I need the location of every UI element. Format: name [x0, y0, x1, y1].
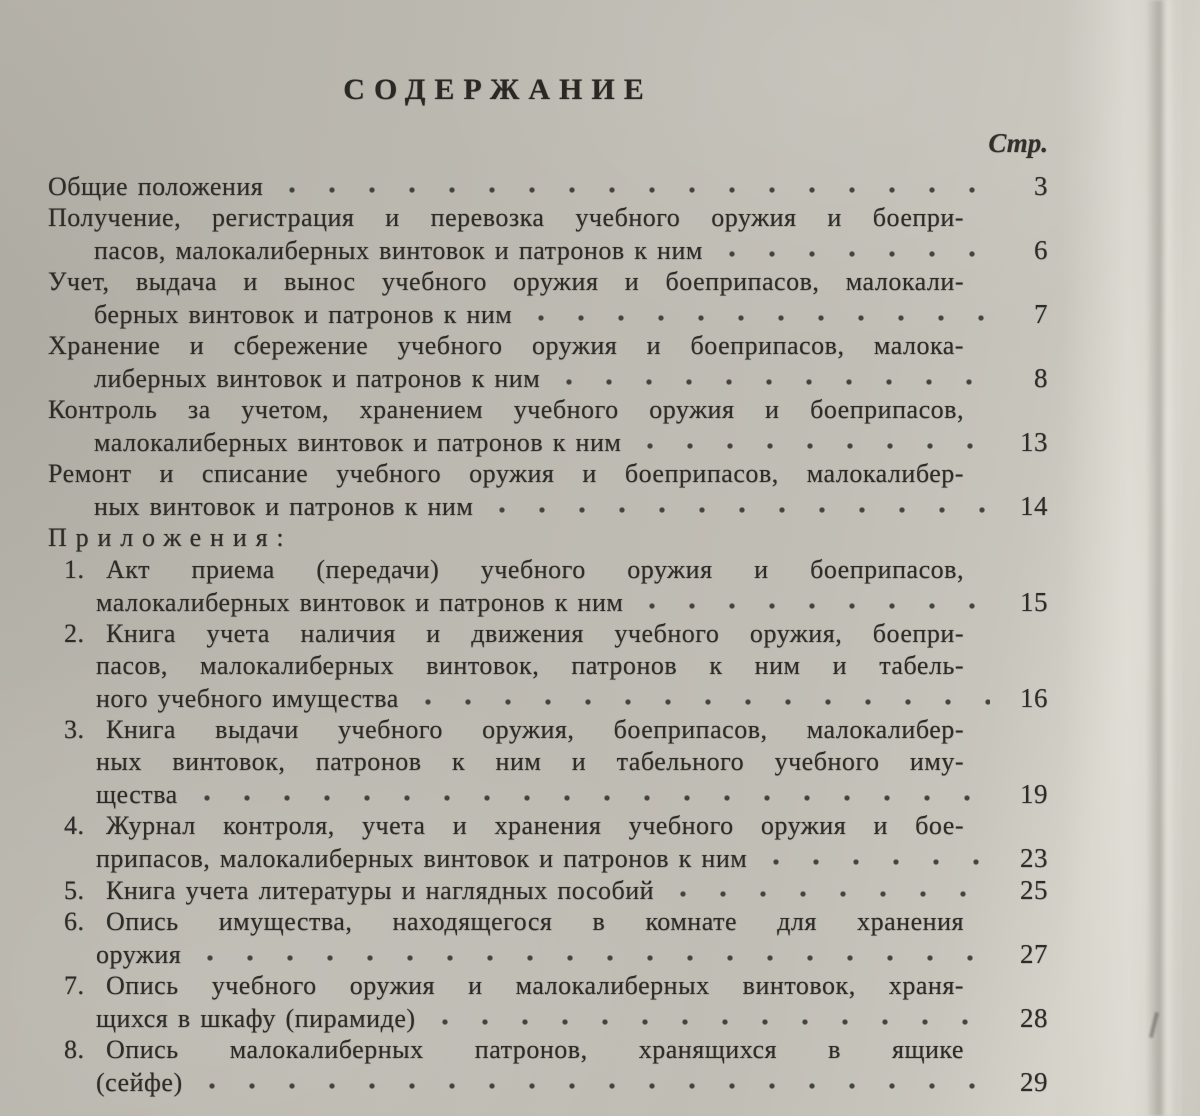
toc-line: [48, 746, 1048, 778]
toc-line: [48, 1066, 1048, 1098]
dot-leader: [198, 778, 990, 810]
toc-line-text: пасов, малокалиберных винтовок и патронов к ним: [94, 236, 703, 265]
toc-line: [48, 554, 1048, 586]
dot-leader: [493, 490, 990, 522]
toc-line: [48, 874, 1048, 906]
toc-line-text: малокалиберных винтовок и патронов к ним: [96, 588, 624, 617]
page-column-label: Стр.: [988, 128, 1048, 158]
toc-section-heading: [48, 522, 1048, 554]
dot-leader: [674, 874, 990, 906]
dot-leader: [641, 426, 990, 458]
toc-line: [48, 426, 1048, 458]
toc-line: [48, 1034, 1048, 1066]
toc-line-text: Опись малокалиберных патронов, хранящихся в ящике: [106, 1035, 964, 1064]
toc-line-text: Приложения:: [48, 523, 293, 552]
toc-line-text: щихся в шкафу (пирамиде): [96, 1004, 416, 1033]
toc-line: [48, 394, 1048, 426]
dot-leader: [201, 938, 990, 970]
toc-line-text: оружия: [96, 940, 182, 969]
page-number: 3: [1033, 171, 1048, 201]
toc-line-text: Общие положения: [48, 172, 264, 201]
toc-line-text: Хранение и сбережение учебного оружия и боеприпасов, малока-: [48, 331, 964, 360]
toc-line: [48, 810, 1048, 842]
page-number: 6: [1033, 235, 1048, 265]
page-number: 25: [1019, 875, 1048, 905]
dot-leader: [436, 1002, 990, 1034]
page-number: 29: [1019, 1067, 1048, 1097]
toc-line: [48, 778, 1048, 810]
toc-line-text: берных винтовок и патронов к ним: [94, 300, 513, 329]
toc-line: [48, 202, 1048, 234]
toc-line-text: малокалиберных винтовок и патронов к ним: [94, 428, 622, 457]
toc-line: [48, 298, 1048, 330]
toc-line-text: Контроль за учетом, хранением учебного оружия и боеприпасов,: [48, 395, 964, 424]
toc-line: [48, 586, 1048, 618]
toc-line: [48, 906, 1048, 938]
item-number: 2.: [64, 619, 85, 648]
toc-line: [48, 938, 1048, 970]
toc-line-text: Опись учебного оружия и малокалиберных винтовок, храня-: [106, 971, 964, 1000]
page-number: 27: [1019, 939, 1048, 969]
toc-line-text: Ремонт и списание учебного оружия и боеприпасов, малокалибер-: [48, 459, 964, 488]
toc-line-text: Акт приема (передачи) учебного оружия и боеприпасов,: [106, 555, 964, 584]
item-number: 8.: [64, 1035, 85, 1064]
toc-line: [48, 234, 1048, 266]
page-number: 23: [1019, 843, 1048, 873]
toc-line: [48, 266, 1048, 298]
toc-line-text: либерных винтовок и патронов к ним: [94, 364, 541, 393]
page-number: 7: [1033, 299, 1048, 329]
toc-line-text: ных винтовок, патронов к ним и табельного учебного иму-: [96, 747, 964, 776]
toc-line-text: Получение, регистрация и перевозка учебного оружия и боепри-: [48, 203, 964, 232]
toc-line: [48, 362, 1048, 394]
toc-line: [48, 682, 1048, 714]
item-number: 6.: [64, 907, 85, 936]
toc-list: [48, 170, 1048, 1098]
item-number: 1.: [64, 555, 85, 584]
toc-line-text: Книга выдачи учебного оружия, боеприпасов, малокалибер-: [106, 715, 964, 744]
toc-line-text: Учет, выдача и вынос учебного оружия и боеприпасов, малокали-: [48, 267, 964, 296]
toc-line-text: ного учебного имущества: [96, 684, 399, 713]
toc-line-text: ных винтовок и патронов к ним: [94, 492, 474, 521]
toc-line-text: Опись имущества, находящегося в комнате для хранения: [106, 907, 964, 936]
dot-leader: [419, 682, 990, 714]
page-number: 13: [1019, 427, 1048, 457]
toc-line-text: Книга учета литературы и наглядных пособий: [106, 876, 655, 905]
toc-line: [48, 618, 1048, 650]
page-number: 8: [1033, 363, 1048, 393]
item-number: 4.: [64, 811, 85, 840]
dot-leader: [767, 842, 990, 874]
toc-line-text: Журнал контроля, учета и хранения учебного оружия и бое-: [106, 811, 964, 840]
dot-leader: [283, 170, 990, 202]
dot-leader: [532, 298, 990, 330]
toc-line: [48, 970, 1048, 1002]
page-number: 19: [1019, 779, 1048, 809]
toc-line: [48, 458, 1048, 490]
dot-leader: [560, 362, 990, 394]
page-number: 14: [1019, 491, 1048, 521]
toc-line-text: припасов, малокалиберных винтовок и патронов к ним: [96, 844, 748, 873]
toc-line-text: щества: [96, 780, 178, 809]
dot-leader: [203, 1066, 990, 1098]
page-number: 15: [1019, 587, 1048, 617]
page-number: 28: [1019, 1003, 1048, 1033]
item-number: 3.: [64, 715, 85, 744]
toc-line: [48, 490, 1048, 522]
toc-line: [48, 1002, 1048, 1034]
dot-leader: [723, 234, 990, 266]
toc-line: [48, 842, 1048, 874]
toc-line: [48, 714, 1048, 746]
toc-line-text: Книга учета наличия и движения учебного оружия, боепри-: [106, 619, 964, 648]
toc-title: СОДЕРЖАНИЕ: [343, 73, 653, 106]
toc-line-text: пасов, малокалиберных винтовок, патронов к ним и табель-: [96, 651, 964, 680]
item-number: 7.: [64, 971, 85, 1000]
dot-leader: [643, 586, 990, 618]
item-number: 5.: [64, 876, 85, 905]
toc-line-text: (сейфе): [96, 1068, 183, 1097]
toc-line: [48, 170, 1048, 202]
toc-line: [48, 330, 1048, 362]
page-number: 16: [1019, 683, 1048, 713]
toc-line: [48, 650, 1048, 682]
